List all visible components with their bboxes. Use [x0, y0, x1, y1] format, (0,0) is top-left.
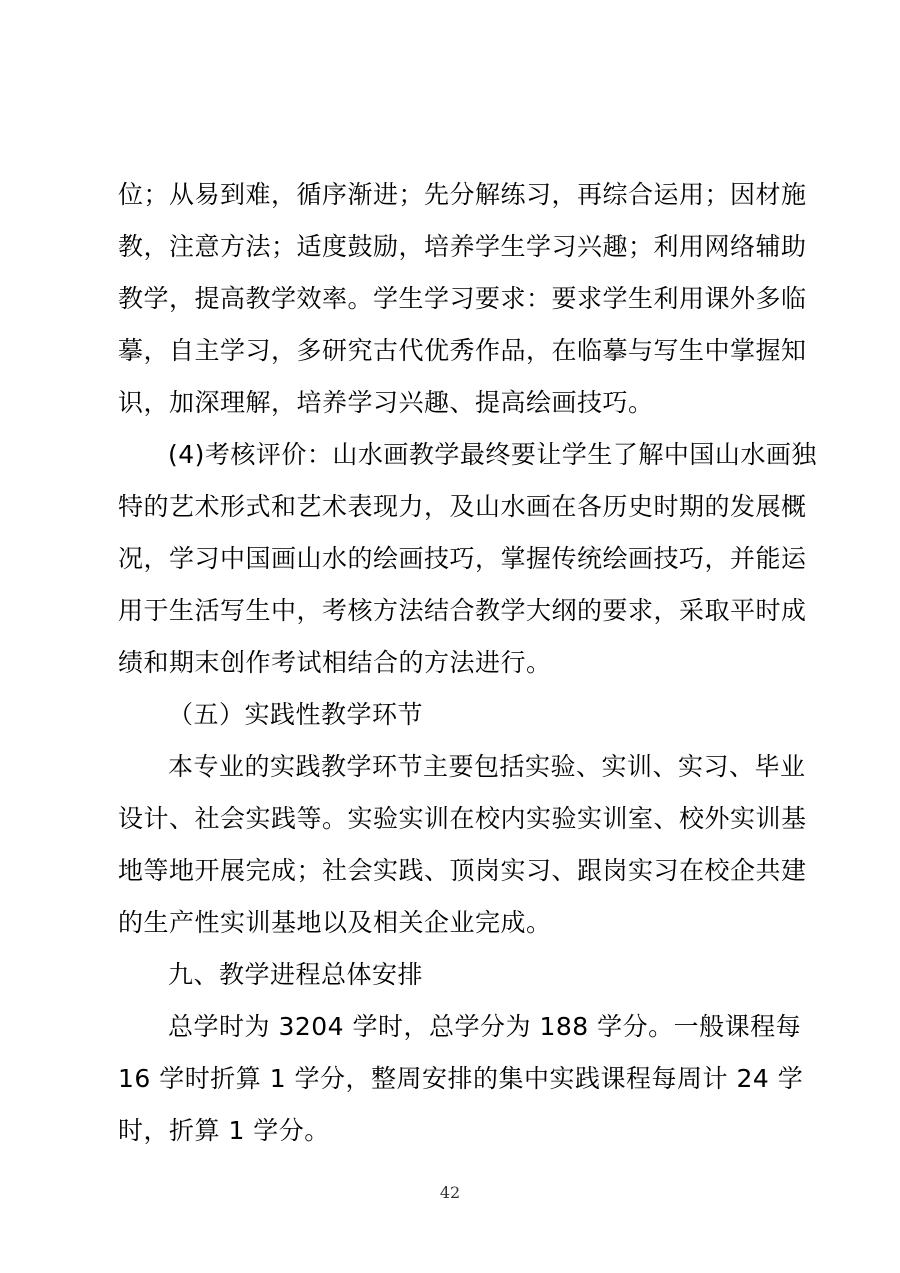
paragraph-line: 地等地开展完成；社会实践、顶岗实习、跟岗实习在校企共建	[118, 856, 807, 885]
paragraph-line: 特的艺术形式和艺术表现力，及山水画在各历史时期的发展概	[118, 492, 807, 521]
paragraph-line: 况，学习中国画山水的绘画技巧，掌握传统绘画技巧，并能运	[118, 544, 807, 573]
paragraph-line: 本专业的实践教学环节主要包括实验、实训、实习、毕业	[168, 752, 806, 781]
paragraph-line: 总学时为 3204 学时，总学分为 188 学分。一般课程每	[168, 1012, 802, 1041]
page-number: 42	[439, 1183, 461, 1202]
paragraph-line: (4)考核评价：山水画教学最终要让学生了解中国山水画独	[168, 440, 817, 469]
section-heading: 九、教学进程总体安排	[168, 960, 424, 989]
paragraph-line: 用于生活写生中，考核方法结合教学大纲的要求，采取平时成	[118, 596, 807, 625]
paragraph-line: 设计、社会实践等。实验实训在校内实验实训室、校外实训基	[118, 804, 807, 833]
paragraph-line: 16 学时折算 1 学分，整周安排的集中实践课程每周计 24 学	[118, 1064, 804, 1093]
paragraph-line: 识，加深理解，培养学习兴趣、提高绘画技巧。	[118, 388, 654, 417]
paragraph-line: 教，注意方法；适度鼓励，培养学生学习兴趣；利用网络辅助	[118, 232, 807, 261]
paragraph-line: 绩和期末创作考试相结合的方法进行。	[118, 648, 552, 677]
paragraph-line: 教学，提高教学效率。学生学习要求：要求学生利用课外多临	[118, 284, 807, 313]
paragraph-line: 位；从易到难，循序渐进；先分解练习，再综合运用；因材施	[118, 180, 807, 209]
paragraph-line: 的生产性实训基地以及相关企业完成。	[118, 908, 552, 937]
paragraph-line: 时，折算 1 学分。	[118, 1116, 330, 1145]
section-heading: （五）实践性教学环节	[168, 700, 424, 729]
paragraph-line: 摹，自主学习，多研究古代优秀作品，在临摹与写生中掌握知	[118, 336, 807, 365]
